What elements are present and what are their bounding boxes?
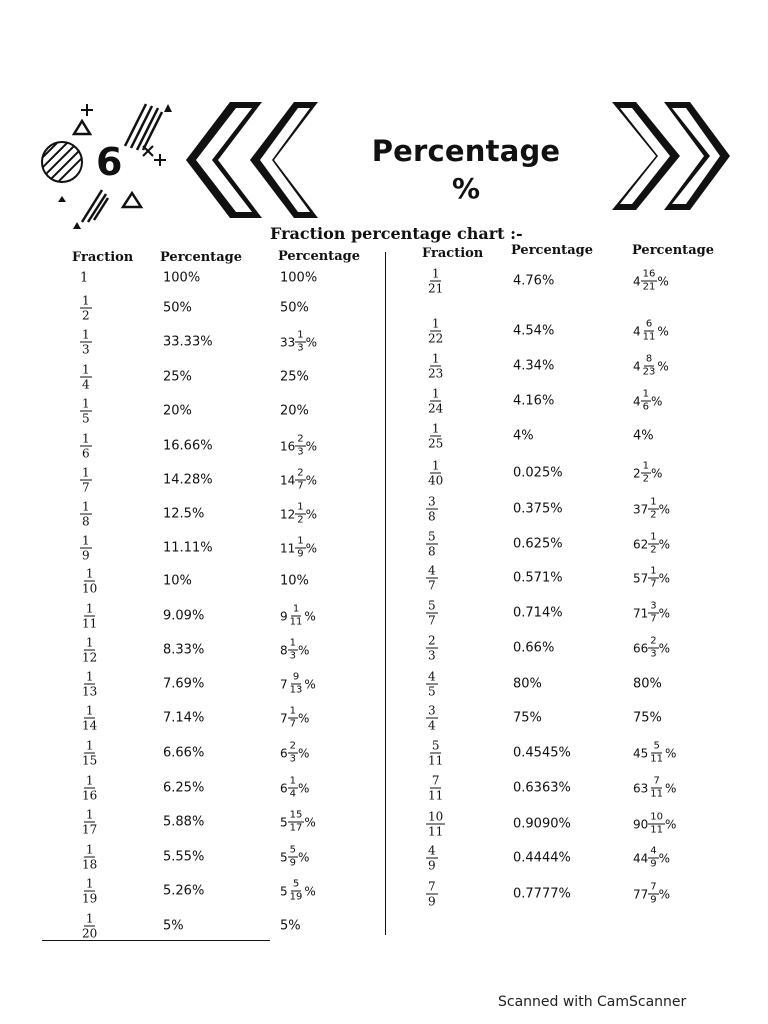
left-percentage-cell: 9.09% xyxy=(163,608,205,624)
right-percentage-cell: 0.4444% xyxy=(513,850,571,866)
left-percentage-cell: 12.5% xyxy=(163,506,205,522)
right-mixed-percentage-cell: 4 $\frac{16}{21}$ % xyxy=(633,268,669,293)
right-percentage-cell: 0.025% xyxy=(513,465,563,481)
left-mixed-percentage-cell: 20% xyxy=(280,403,309,419)
left-fraction-cell: $\frac{1}{11}$ xyxy=(82,601,98,631)
right-fraction-cell: $\frac{1}{25}$ xyxy=(428,421,444,451)
right-fraction-cell: $\frac{7}{11}$ xyxy=(428,773,444,803)
left-percentage-cell: 5.55% xyxy=(163,849,205,865)
right-percentage-cell: 0.571% xyxy=(513,570,563,586)
left-fraction-cell: $\frac{1}{14}$ xyxy=(82,703,98,733)
left-fraction-cell: $\frac{1}{10}$ xyxy=(82,566,98,596)
right-fraction-cell: $\frac{3}{8}$ xyxy=(428,494,436,524)
left-fraction-cell: $\frac{1}{9}$ xyxy=(82,533,90,563)
right-mixed-percentage-cell: 57 $\frac{1}{7}$ % xyxy=(633,565,671,590)
right-fraction-cell: $\frac{2}{3}$ xyxy=(428,633,436,663)
left-percentage-cell: 50% xyxy=(163,300,192,316)
left-percentage-cell: 100% xyxy=(163,270,201,286)
percent-symbol: % xyxy=(451,172,481,205)
left-mixed-percentage-cell: 10% xyxy=(280,573,309,589)
left-fraction-cell: $\frac{1}{15}$ xyxy=(82,738,98,768)
right-mixed-percentage-cell: 45 $\frac{5}{11}$ % xyxy=(633,740,677,765)
left-mixed-percentage-cell: 5% xyxy=(280,918,301,934)
right-fraction-cell: $\frac{5}{11}$ xyxy=(428,738,444,768)
right-mixed-percentage-cell: 4 $\frac{8}{23}$ % xyxy=(633,353,669,378)
right-mixed-percentage-cell: 4 $\frac{6}{11}$ % xyxy=(633,318,669,343)
right-mixed-percentage-cell: 62 $\frac{1}{2}$ % xyxy=(633,531,671,556)
right-fraction-cell: $\frac{4}{7}$ xyxy=(428,563,436,593)
left-mixed-percentage-cell: 7 $\frac{1}{7}$ % xyxy=(280,705,310,730)
right-fraction-cell: $\frac{5}{7}$ xyxy=(428,598,436,628)
chart-heading: Fraction percentage chart :- xyxy=(270,224,523,243)
left-fraction-cell: $\frac{1}{7}$ xyxy=(82,465,90,495)
left-mixed-percentage-cell: 50% xyxy=(280,300,309,316)
right-mixed-percentage-cell: 71 $\frac{3}{7}$ % xyxy=(633,600,671,625)
left-fraction-cell: $\frac{1}{16}$ xyxy=(82,773,98,803)
left-mixed-percentage-cell: 11 $\frac{1}{9}$ % xyxy=(280,535,318,560)
left-mixed-percentage-cell: 12 $\frac{1}{2}$ % xyxy=(280,501,318,526)
right-mixed-percentage-cell: 4% xyxy=(633,428,654,444)
right-percentage-cell: 75% xyxy=(513,710,542,726)
right-fraction-cell: $\frac{4}{5}$ xyxy=(428,669,436,699)
right-mixed-percentage-cell: 80% xyxy=(633,676,662,692)
left-percentage-cell: 7.69% xyxy=(163,676,205,692)
right-percentage-cell: 0.375% xyxy=(513,501,563,517)
left-fraction-cell: $\frac{1}{18}$ xyxy=(82,842,98,872)
right-percentage-cell: 0.9090% xyxy=(513,816,571,832)
left-percentage-cell: 6.25% xyxy=(163,780,205,796)
right-percentage-cell: 4.76% xyxy=(513,273,555,289)
left-mixed-percentage-cell: 8 $\frac{1}{3}$ % xyxy=(280,637,310,662)
left-fraction-cell: $\frac{1}{12}$ xyxy=(82,635,98,665)
left-percentage-cell: 5% xyxy=(163,918,184,934)
right-header-fraction: Fraction xyxy=(422,246,484,261)
right-percentage-cell: 0.6363% xyxy=(513,780,571,796)
right-header-percentage: Percentage xyxy=(511,243,593,258)
right-fraction-cell: $\frac{1}{40}$ xyxy=(428,458,444,488)
left-percentage-cell: 10% xyxy=(163,573,192,589)
right-fraction-cell: $\frac{3}{4}$ xyxy=(428,703,436,733)
right-mixed-percentage-cell: 66 $\frac{2}{3}$ % xyxy=(633,635,671,660)
left-header-fraction: Fraction xyxy=(72,250,134,265)
right-percentage-cell: 0.66% xyxy=(513,640,555,656)
left-mixed-percentage-cell: 16 $\frac{2}{3}$ % xyxy=(280,433,318,458)
right-fraction-cell: $\frac{4}{9}$ xyxy=(428,843,436,873)
left-mixed-percentage-cell: 5 $\frac{5}{9}$ % xyxy=(280,844,310,869)
left-mixed-percentage-cell: 6 $\frac{2}{3}$ % xyxy=(280,740,310,765)
left-header-percentage: Percentage xyxy=(160,250,242,265)
right-percentage-cell: 4% xyxy=(513,428,534,444)
right-percentage-cell: 0.4545% xyxy=(513,745,571,761)
left-mixed-percentage-cell: 6 $\frac{1}{4}$ % xyxy=(280,775,310,800)
left-mixed-percentage-cell: 33 $\frac{1}{3}$ % xyxy=(280,329,318,354)
right-percentage-cell: 4.54% xyxy=(513,323,555,339)
left-fraction-cell: $\frac{1}{2}$ xyxy=(82,293,90,323)
left-percentage-cell: 25% xyxy=(163,369,192,385)
left-fraction-cell: $\frac{1}{4}$ xyxy=(82,362,90,392)
right-mixed-percentage-cell: 75% xyxy=(633,710,662,726)
scanner-watermark: Scanned with CamScanner xyxy=(498,994,687,1010)
right-fraction-cell: $\frac{10}{11}$ xyxy=(428,809,444,839)
right-percentage-cell: 0.7777% xyxy=(513,886,571,902)
right-mixed-percentage-cell: 4 $\frac{1}{6}$ % xyxy=(633,388,663,413)
left-percentage-cell: 5.88% xyxy=(163,814,205,830)
left-fraction-cell: $\frac{1}{17}$ xyxy=(82,807,98,837)
right-fraction-cell: $\frac{5}{8}$ xyxy=(428,529,436,559)
right-percentage-cell: 0.714% xyxy=(513,605,563,621)
left-percentage-cell: 11.11% xyxy=(163,540,213,556)
right-fraction-cell: $\frac{1}{21}$ xyxy=(428,266,444,296)
chapter-number: 6 xyxy=(96,140,123,184)
left-mixed-percentage-cell: 14 $\frac{2}{7}$ % xyxy=(280,467,318,492)
left-fraction-cell: $\frac{1}{20}$ xyxy=(82,911,98,941)
left-fraction-cell: $\frac{1}{5}$ xyxy=(82,396,90,426)
left-fraction-cell: $\frac{1}{8}$ xyxy=(82,499,90,529)
left-percentage-cell: 14.28% xyxy=(163,472,213,488)
left-fraction-cell: $\frac{1}{3}$ xyxy=(82,327,90,357)
right-percentage-cell: 4.16% xyxy=(513,393,555,409)
right-header-percentage-mixed: Percentage xyxy=(632,243,714,258)
left-percentage-cell: 8.33% xyxy=(163,642,205,658)
right-mixed-percentage-cell: 63 $\frac{7}{11}$ % xyxy=(633,775,677,800)
right-mixed-percentage-cell: 44 $\frac{4}{9}$ % xyxy=(633,845,671,870)
left-mixed-percentage-cell: 9 $\frac{1}{11}$ % xyxy=(280,603,316,628)
right-fraction-cell: $\frac{1}{22}$ xyxy=(428,316,444,346)
left-fraction-cell: 1 xyxy=(80,270,89,286)
left-percentage-cell: 7.14% xyxy=(163,710,205,726)
left-fraction-cell: $\frac{1}{19}$ xyxy=(82,876,98,906)
left-mixed-percentage-cell: 25% xyxy=(280,369,309,385)
right-mixed-percentage-cell: 90 $\frac{10}{11}$ % xyxy=(633,811,677,836)
right-mixed-percentage-cell: 77 $\frac{7}{9}$ % xyxy=(633,881,671,906)
left-header-percentage-mixed: Percentage xyxy=(278,249,360,264)
left-percentage-cell: 16.66% xyxy=(163,438,213,454)
left-percentage-cell: 20% xyxy=(163,403,192,419)
right-fraction-cell: $\frac{1}{23}$ xyxy=(428,351,444,381)
left-fraction-cell: $\frac{1}{6}$ xyxy=(82,431,90,461)
right-mixed-percentage-cell: 37 $\frac{1}{2}$ % xyxy=(633,496,671,521)
right-fraction-cell: $\frac{7}{9}$ xyxy=(428,879,436,909)
left-mixed-percentage-cell: 5 $\frac{5}{19}$ % xyxy=(280,878,316,903)
right-percentage-cell: 4.34% xyxy=(513,358,555,374)
right-percentage-cell: 80% xyxy=(513,676,542,692)
page-title: Percentage xyxy=(371,134,561,168)
right-mixed-percentage-cell: 2 $\frac{1}{2}$ % xyxy=(633,460,663,485)
left-mixed-percentage-cell: 5 $\frac{15}{17}$ % xyxy=(280,809,316,834)
left-percentage-cell: 5.26% xyxy=(163,883,205,899)
left-mixed-percentage-cell: 7 $\frac{9}{13}$ % xyxy=(280,671,316,696)
right-fraction-cell: $\frac{1}{24}$ xyxy=(428,386,444,416)
left-mixed-percentage-cell: 100% xyxy=(280,270,318,286)
left-fraction-cell: $\frac{1}{13}$ xyxy=(82,669,98,699)
right-percentage-cell: 0.625% xyxy=(513,536,563,552)
left-percentage-cell: 6.66% xyxy=(163,745,205,761)
left-percentage-cell: 33.33% xyxy=(163,334,213,350)
